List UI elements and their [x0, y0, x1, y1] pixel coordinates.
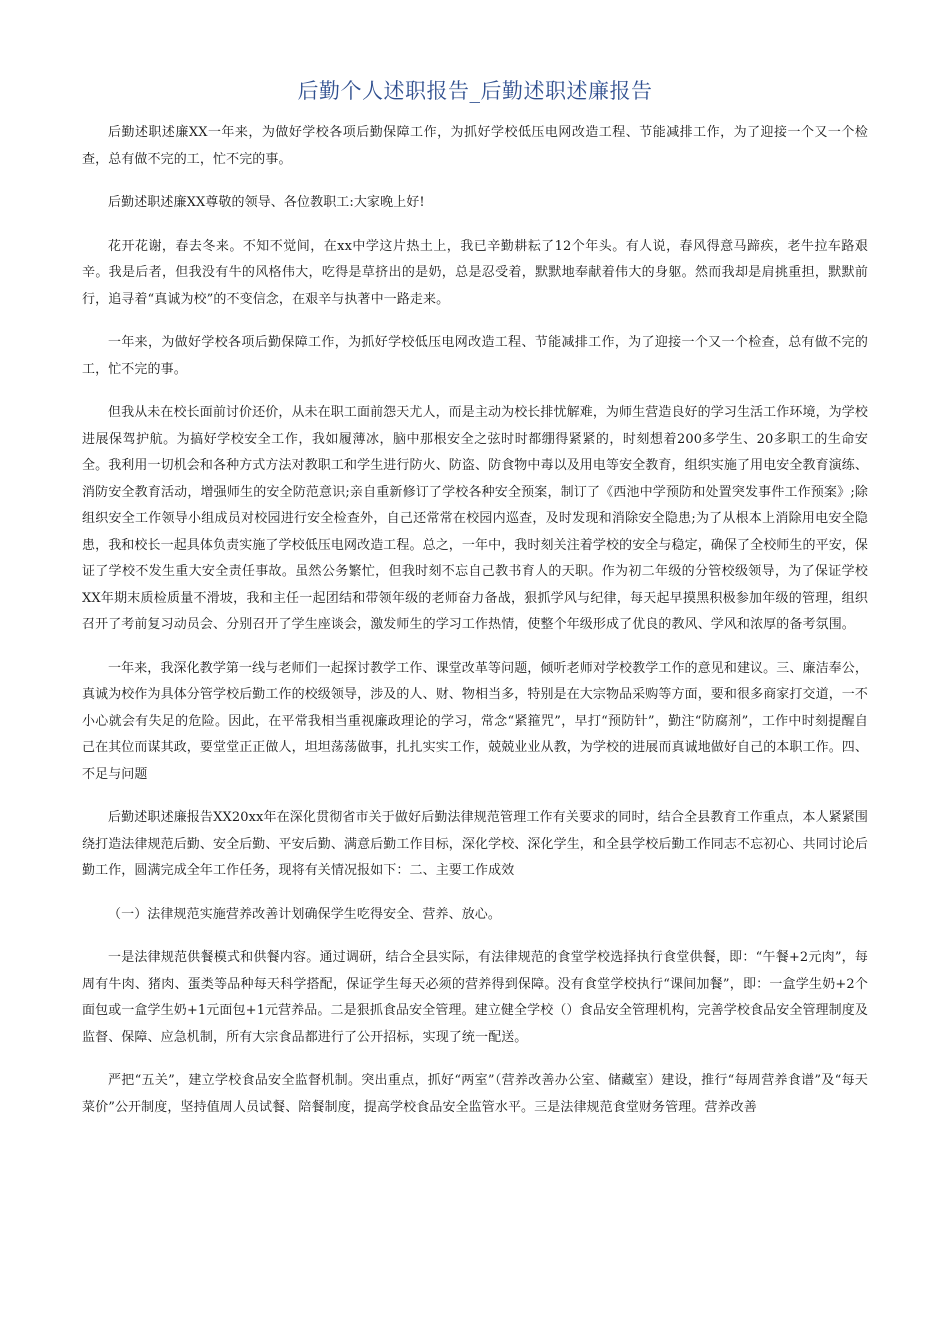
document-page: [82, 76, 868, 1138]
paragraph-8: （一）法律规范实施营养改善计划确保学生吃得安全、营养、放心。: [108, 906, 502, 922]
paragraph-9: 一是法律规范供餐模式和供餐内容。通过调研，结合全县实际，有法律规范的食堂学校选择执行食堂供餐，即：“午餐+2元肉”，每周有牛肉、猪肉、蛋类等品种每天科学搭配，保证学生每天必须的营养得到保障。没有食堂学校执行“课间加餐”，即：一盒学生奶+2个面包或一盒学生奶+1元面包+1元营养品。二是狠抓食品安全管理。建立健全学校（）食品安全管理机构，完善学校食品安全管理制度及监督、保障、应急机制，所有大宗食品都进行了公开招标，实现了统一配送。: [82, 950, 868, 1045]
paragraph-5: 但我从未在校长面前讨价还价，从未在职工面前怨天尤人，而是主动为校长排忧解难，为师生营造良好的学习生活工作环境，为学校进展保驾护航。为搞好学校安全工作，我如履薄冰，脑中那根安全之弦时时都绷得紧紧的，时刻想着200多学生、20多职工的生命安全。我利用一切机会和各种方式方法对教职工和学生进行防火、防盗、防食物中毒以及用电等安全教育，组织实施了用电安全教育演练、消防安全教育活动，增强师生的安全防范意识;亲自重新修订了学校各种安全预案，制订了《西池中学预防和处置突发事件工作预案》;除组织安全工作领导小组成员对校园进行安全检查外，自己还常常在校园内巡查，及时发现和消除安全隐患;为了从根本上消除用电安全隐患，我和校长一起具体负责实施了学校低压电网改造工程。总之，一年中，我时刻关注着学校的安全与稳定，确保了全校师生的平安，保证了学校不发生重大安全责任事故。虽然公务繁忙，但我时刻不忘自己教书育人的天职。作为初二年级的分管校级领导，为了保证学校XX年期末质检质量不滑坡，我和主任一起团结和带领年级的老师奋力备战，狠抓学风与纪律，每天起早摸黑积极参加年级的管理，组织召开了考前复习动员会、分别召开了学生座谈会，激发师生的学习工作热情，使整个年级形成了优良的教风、学风和浓厚的备考氛围。: [82, 405, 869, 632]
paragraph-7: 后勤述职述廉报告XX20xx年在深化贯彻省市关于做好后勤法律规范管理工作有关要求的同时，结合全县教育工作重点，本人紧紧围绕打造法律规范后勤、安全后勤、平安后勤、满意后勤工作目标，深化学校、深化学生，和全县学校后勤工作同志不忘初心、共同讨论后勤工作，圆满完成全年工作任务，现将有关情况报如下：二、主要工作成效: [82, 810, 869, 878]
paragraph-3: 花开花谢，春去冬来。不知不觉间，在xx中学这片热土上，我已辛勤耕耘了12个年头。有人说，春风得意马蹄疾，老牛拉车路艰辛。我是后者，但我没有牛的风格伟大，吃得是草挤出的是奶，总是忍受着，默默地奉献着伟大的身躯。然而我却是肩挑重担，默默前行，追寻着“真诚为校”的不变信念，在艰辛与执著中一路走来。: [82, 238, 868, 307]
paragraph-6: 一年来，我深化教学第一线与老师们一起探讨教学工作、课堂改革等问题，倾听老师对学校教学工作的意见和建议。三、廉洁奉公，真诚为校作为具体分管学校后勤工作的校级领导，涉及的人、财、物相当多，特别是在大宗物品采购等方面，要和很多商家打交道，一不小心就会有失足的危险。因此，在平常我相当重视廉政理论的学习，常念“紧箍咒”，早打“预防针”，勤注“防腐剂”，工作中时刻提醒自己在其位而谋其政，要堂堂正正做人，坦坦荡荡做事，扎扎实实工作，兢兢业业从教，为学校的进展而真诚地做好自己的本职工作。四、不足与问题: [82, 660, 869, 782]
paragraph-4: 一年来，为做好学校各项后勤保障工作，为抓好学校低压电网改造工程、节能减排工作，为了迎接一个又一个检查，总有做不完的工，忙不完的事。: [82, 335, 868, 377]
paragraph-1: 后勤述职述廉XX一年来，为做好学校各项后勤保障工作，为抓好学校低压电网改造工程、节能减排工作，为了迎接一个又一个检查，总有做不完的工，忙不完的事。: [82, 125, 868, 167]
paragraph-10: 严把“五关”，建立学校食品安全监督机制。突出重点，抓好“两室”（营养改善办公室、储藏室）建设，推行“每周营养食谱”及“每天菜价”公开制度，坚持值周人员试餐、陪餐制度，提高学校食品安全监管水平。三是法律规范食堂财务管理。营养改善: [82, 1073, 868, 1115]
document-title: 后勤个人述职报告_后勤述职述廉报告: [297, 79, 653, 103]
paragraph-2: 后勤述职述廉XX尊敬的领导、各位教职工:大家晚上好!: [108, 195, 425, 210]
